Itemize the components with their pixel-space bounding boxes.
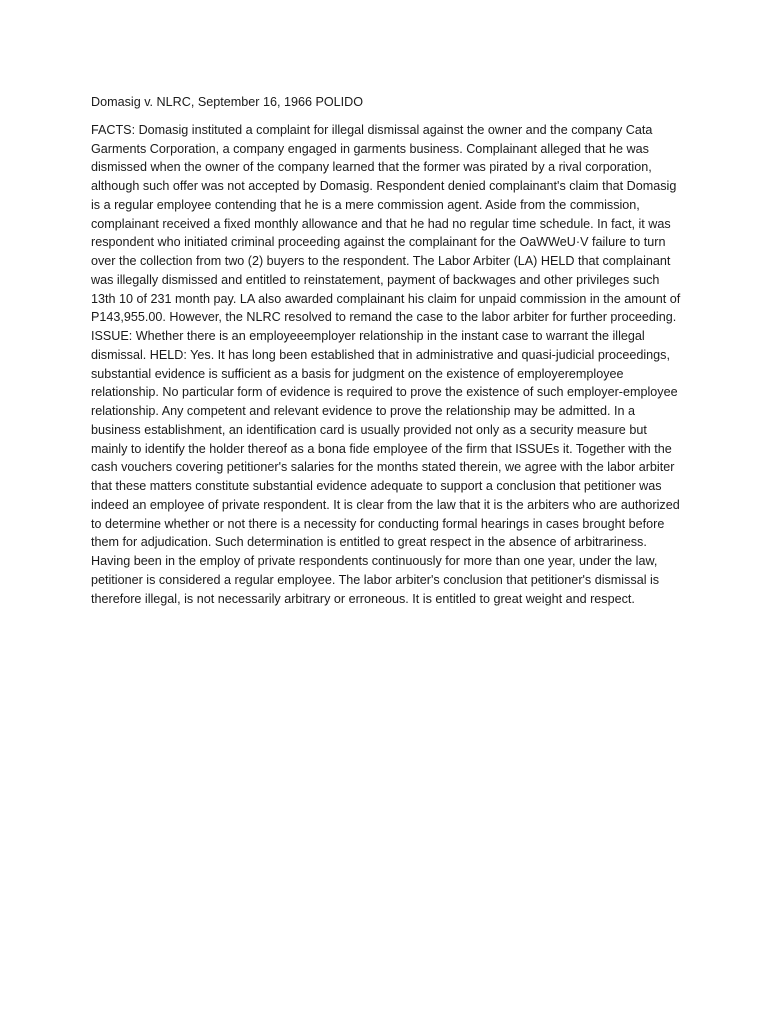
document-content bbox=[91, 93, 685, 608]
case-digest-body: FACTS: Domasig instituted a complaint for illegal dismissal against the owner and the company Cata Garments Corporation, a company engaged in garments business. Complainant alleged that he was dismissed when the owner of the company learned that the former was pirated by a rival corporation, although such offer was not accepted by Domasig. Respondent denied complainant's claim that Domasig is a regular employee contending that he is a mere commission agent. Aside from the commission, complainant received a fixed monthly allowance and that he had no regular time schedule. In fact, it was respondent who initiated criminal proceeding against the complainant for the OaWWeU·V failure to turn over the collection from two (2) buyers to the respondent. The Labor Arbiter (LA) HELD that complainant was illegally dismissed and entitled to reinstatement, payment of backwages and other privileges such 13th 10 of 231 month pay. LA also awarded complainant his claim for unpaid commission in the amount of P143,955.00. However, the NLRC resolved to remand the case to the labor arbiter for further proceeding. ISSUE: Whether there is an employeeemployer relationship in the instant case to warrant the illegal dismissal. HELD: Yes. It has long been established that in administrative and quasi-judicial proceedings, substantial evidence is sufficient as a basis for judgment on the existence of employeremployee relationship. No particular form of evidence is required to prove the existence of such employer-employee relationship. Any competent and relevant evidence to prove the relationship may be admitted. In a business establishment, an identification card is usually provided not only as a security measure but mainly to identify the holder thereof as a bona fide employee of the firm that ISSUEs it. Together with the cash vouchers covering petitioner's salaries for the months stated therein, we agree with the labor arbiter that these matters constitute substantial evidence adequate to support a conclusion that petitioner was indeed an employee of private respondent. It is clear from the law that it is the arbiters who are authorized to determine whether or not there is a necessity for conducting formal hearings in cases brought before them for adjudication. Such determination is entitled to great respect in the absence of arbitrariness. Having been in the employ of private respondents continuously for more than one year, under the law, petitioner is considered a regular employee. The labor arbiter's conclusion that petitioner's dismissal is therefore illegal, is not necessarily arbitrary or erroneous. It is entitled to great weight and respect. bbox=[91, 122, 681, 606]
case-title: Domasig v. NLRC, September 16, 1966 POLIDO bbox=[91, 95, 364, 109]
